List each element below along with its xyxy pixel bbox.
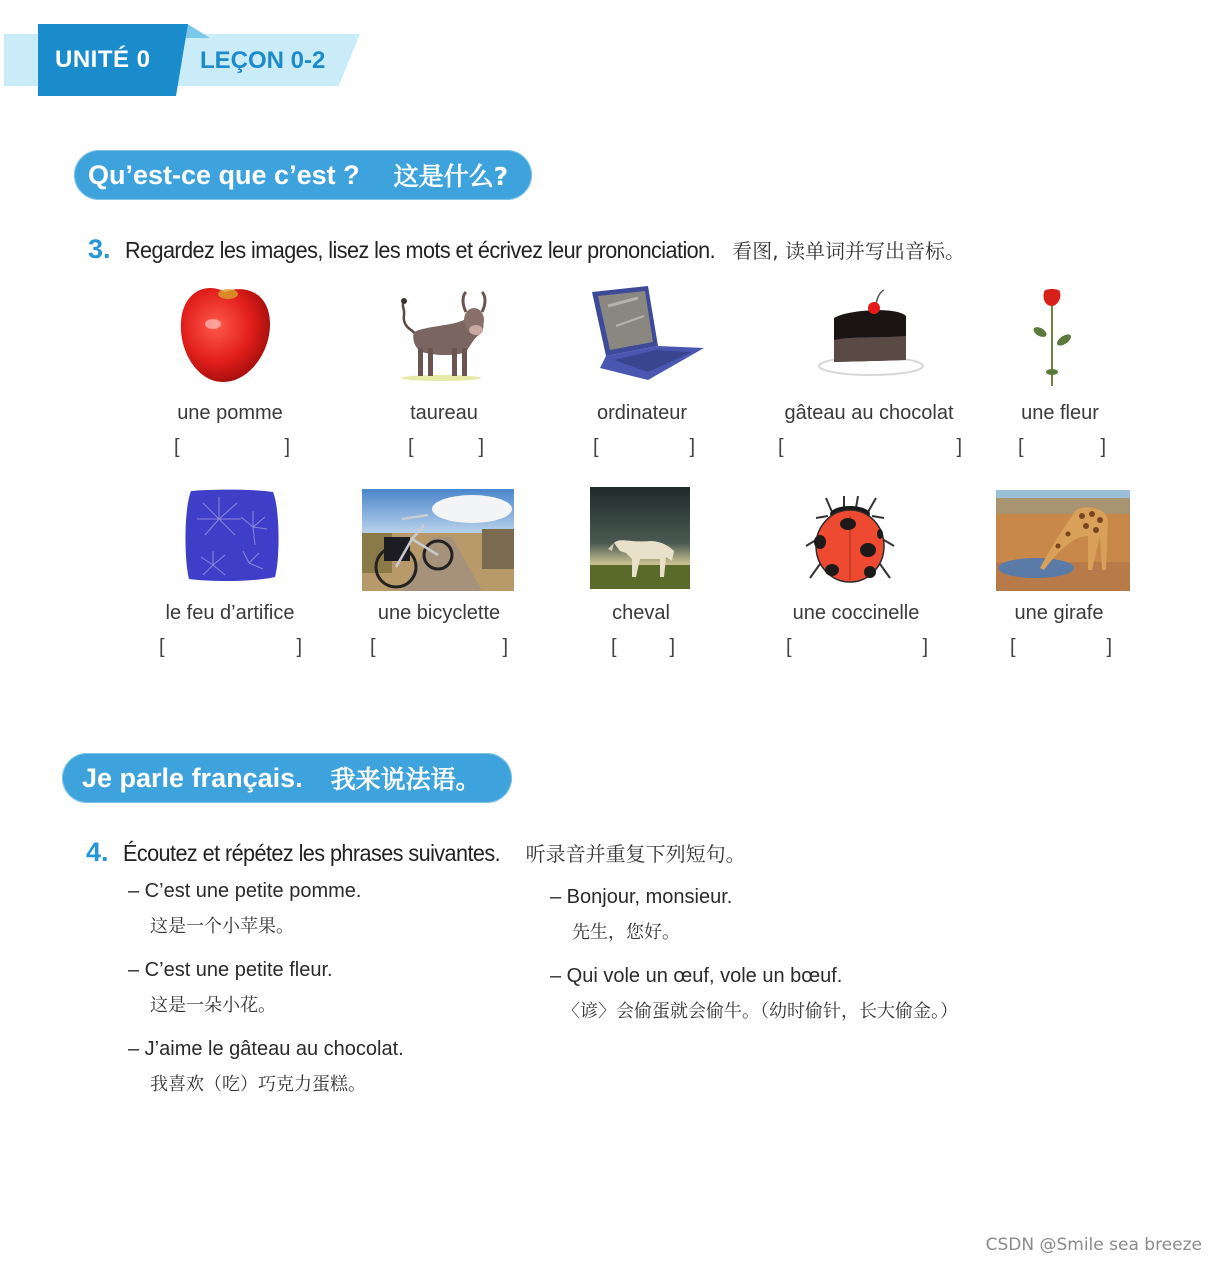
phrase-cn: 这是一朵小花。 [150,995,276,1016]
section-title-cn: 我来说法语。 [330,765,481,794]
exercise-instruction-cn: 听录音并重复下列短句。 [525,842,746,866]
vocab-word: gâteau au chocolat [784,402,954,424]
phrase-item [128,1038,404,1096]
vocab-item [394,402,494,425]
pronunciation-field[interactable] [786,636,928,659]
pronunciation-field[interactable] [159,636,302,659]
bracket-open: [ [370,636,376,658]
exercise-instruction-cn: 看图, 读单词并写出音标。 [732,239,965,263]
vocab-word: le feu d’artifice [165,602,295,624]
ladybug-image [804,494,896,588]
watermark: CSDN @Smile sea breeze [985,1235,1202,1255]
vocab-item [596,602,686,625]
vocab-word: cheval [612,602,670,624]
exercise-3-heading [88,234,965,265]
vocab-word: ordinateur [596,402,688,424]
bracket-close: ] [1100,436,1106,458]
rose-image [1030,288,1074,388]
vocab-item [1004,602,1114,625]
exercise-number: 3. [88,234,111,264]
bracket-open: [ [408,436,414,458]
phrase-fr: – Qui vole un œuf, vole un bœuf. [550,965,843,987]
vocab-word: taureau [410,402,478,424]
bracket-close: ] [689,436,695,458]
phrase-fr: – C’est une petite fleur. [128,959,333,981]
phrase-cn: 〈谚〉会偷蛋就会偷牛。（幼时偷针，长大偷金。） [562,1001,958,1022]
chocolate-cake-image [806,288,926,380]
pronunciation-field[interactable] [408,436,484,459]
vocab-item [780,602,932,625]
bracket-close: ] [502,636,508,658]
bracket-open: [ [611,636,617,658]
vocab-word: une pomme [177,402,283,424]
vocab-word: une fleur [1021,402,1099,424]
bicycle-image [362,489,514,591]
vocab-item [582,402,702,425]
pronunciation-field[interactable] [593,436,695,459]
phrase-fr: – J’aime le gâteau au chocolat. [128,1038,404,1060]
vocab-item [362,602,516,625]
bracket-open: [ [174,436,180,458]
bracket-open: [ [1010,636,1016,658]
phrase-item [128,959,333,1017]
exercise-instruction-fr: Regardez les images, lisez les mots et écrivez leur prononciation. [124,237,715,263]
lesson-label: LEÇON 0-2 [200,47,326,74]
bracket-open: [ [159,636,165,658]
bracket-close: ] [922,636,928,658]
bracket-close: ] [478,436,484,458]
bull-image [396,290,492,382]
phrase-fr: – C’est une petite pomme. [128,880,362,902]
bracket-open: [ [1018,436,1024,458]
phrase-cn: 先生，您好。 [572,922,680,943]
section-title-fr: Qu’est-ce que c’est ? [88,159,360,190]
bracket-close: ] [284,436,290,458]
pronunciation-field[interactable] [370,636,508,659]
phrase-item [550,886,732,944]
vocab-word: une girafe [1014,602,1104,624]
pronunciation-field[interactable] [611,636,675,659]
bracket-open: [ [593,436,599,458]
vocab-item [774,402,964,425]
pronunciation-field[interactable] [1010,636,1112,659]
phrase-cn: 这是一个小苹果。 [150,916,294,937]
section-title-fr: Je parle français. [82,762,303,793]
vocab-word: une coccinelle [792,602,920,624]
pronunciation-field[interactable] [1018,436,1106,459]
bracket-open: [ [786,636,792,658]
vocab-word: une bicyclette [377,602,501,624]
vocab-item [152,602,308,625]
exercise-4-heading [86,837,746,868]
section-title-je-parle-francais [62,753,512,803]
section-title-cn: 这是什么? [393,162,509,191]
pronunciation-field[interactable] [174,436,290,459]
fireworks-image [183,489,281,583]
bracket-close: ] [956,436,962,458]
vocab-item [1010,402,1110,425]
phrase-item [550,965,958,1023]
bracket-close: ] [1106,636,1112,658]
apple-image [178,282,273,384]
unit-label: UNITÉ 0 [55,46,151,73]
giraffe-image [996,490,1130,591]
horse-image [590,487,690,589]
exercise-number: 4. [86,837,109,867]
laptop-image [588,286,706,382]
bracket-close: ] [296,636,302,658]
vocab-item [160,402,300,425]
phrase-cn: 我喜欢（吃）巧克力蛋糕。 [150,1074,366,1095]
bracket-close: ] [669,636,675,658]
phrase-fr: – Bonjour, monsieur. [550,886,733,908]
pronunciation-field[interactable] [778,436,962,459]
bracket-open: [ [778,436,784,458]
phrase-item [128,880,361,938]
exercise-instruction-fr: Écoutez et répétez les phrases suivantes. [122,840,500,866]
section-title-quest-ce-que-cest [74,150,532,200]
